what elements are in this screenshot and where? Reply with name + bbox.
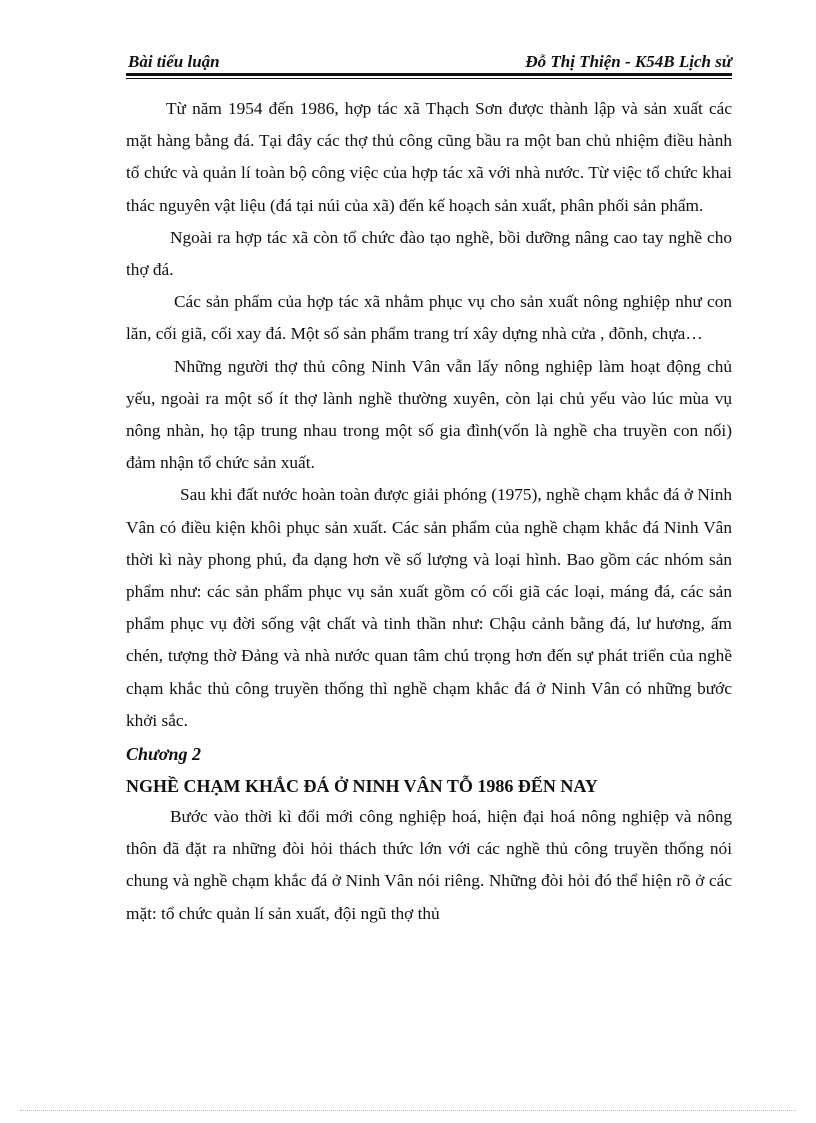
header-rule-thin: [126, 78, 732, 79]
document-body: [126, 93, 732, 930]
header-left: Bài tiểu luận: [128, 52, 220, 71]
paragraph: Từ năm 1954 đến 1986, hợp tác xã Thạch Sơn được thành lập và sản xuất các mặt hàng bằng đá. Tại đây các thợ thủ công cũng bầu ra một ban chủ nhiệm điều hành tổ chức và quản lí toàn bộ công việc của hợp tác xã với nhà nước. Từ việc tổ chức khai thác nguyên vật liệu (đá tại núi của xã) đến kế hoạch sản xuất, phân phối sản phẩm.: [126, 99, 732, 215]
page-bottom-divider: [20, 1110, 796, 1111]
paragraph: Các sản phẩm của hợp tác xã nhằm phục vụ cho sản xuất nông nghiệp như con lăn, cối giã, cối xay đá. Một số sản phẩm trang trí xây dựng nhà cửa , đõnh, chựa…: [126, 292, 732, 344]
paragraph: Ngoài ra hợp tác xã còn tổ chức đào tạo nghề, bồi dưỡng nâng cao tay nghề cho thợ đá.: [126, 227, 732, 280]
paragraph: Sau khi đất nước hoàn toàn được giải phóng (1975), nghề chạm khắc đá ở Ninh Vân có điều kiện khôi phục sản xuất. Các sản phẩm của nghề chạm khắc đá Ninh Vân thời kì này phong phú, đa dạng hơn về số lượng và loại hình. Bao gồm các nhóm sản phẩm như: các sản phẩm phục vụ sản xuất gồm có cối giã các loại, máng đá, các sản phẩm phục vụ đời sống vật chất và tinh thần như: Chậu cảnh bằng đá, lư hương, ấm chén, tượng thờ Đảng và nhà nước quan tâm chú trọng hơn đến sự phát triển của nghề chạm khắc thủ công truyền thống thì nghề chạm khắc đá ở Ninh Vân có những bước khởi sắc.: [126, 485, 732, 730]
chapter-label: Chương 2: [126, 744, 201, 765]
header-right: Đỗ Thị Thiện - K54B Lịch sử: [525, 52, 732, 71]
page-header: [128, 48, 732, 72]
paragraph: Những người thợ thủ công Ninh Vân vẫn lấy nông nghiệp làm hoạt động chủ yếu, ngoài ra một số ít thợ lành nghề thường xuyên, còn lại chủ yếu vào lúc mùa vụ nông nhàn, họ tập trung nhau trong một số gia đình(vốn là nghề cha truyền con nối) đảm nhận tổ chức sản xuất.: [126, 356, 732, 473]
chapter-title: NGHỀ CHẠM KHẮC ĐÁ Ở NINH VÂN TỖ 1986 ĐẾN NAY: [126, 776, 598, 797]
paragraph: Bước vào thời kì đổi mới công nghiệp hoá, hiện đại hoá nông nghiệp và nông thôn đã đặt ra những đòi hỏi thách thức lớn với các nghề thủ công truyền thống nói chung và nghề chạm khắc đá ở Ninh Vân nói riêng. Những đòi hỏi đó thể hiện rõ ở các mặt: tổ chức quản lí sản xuất, đội ngũ thợ thủ: [126, 807, 732, 923]
header-rule-thick: [126, 73, 732, 76]
